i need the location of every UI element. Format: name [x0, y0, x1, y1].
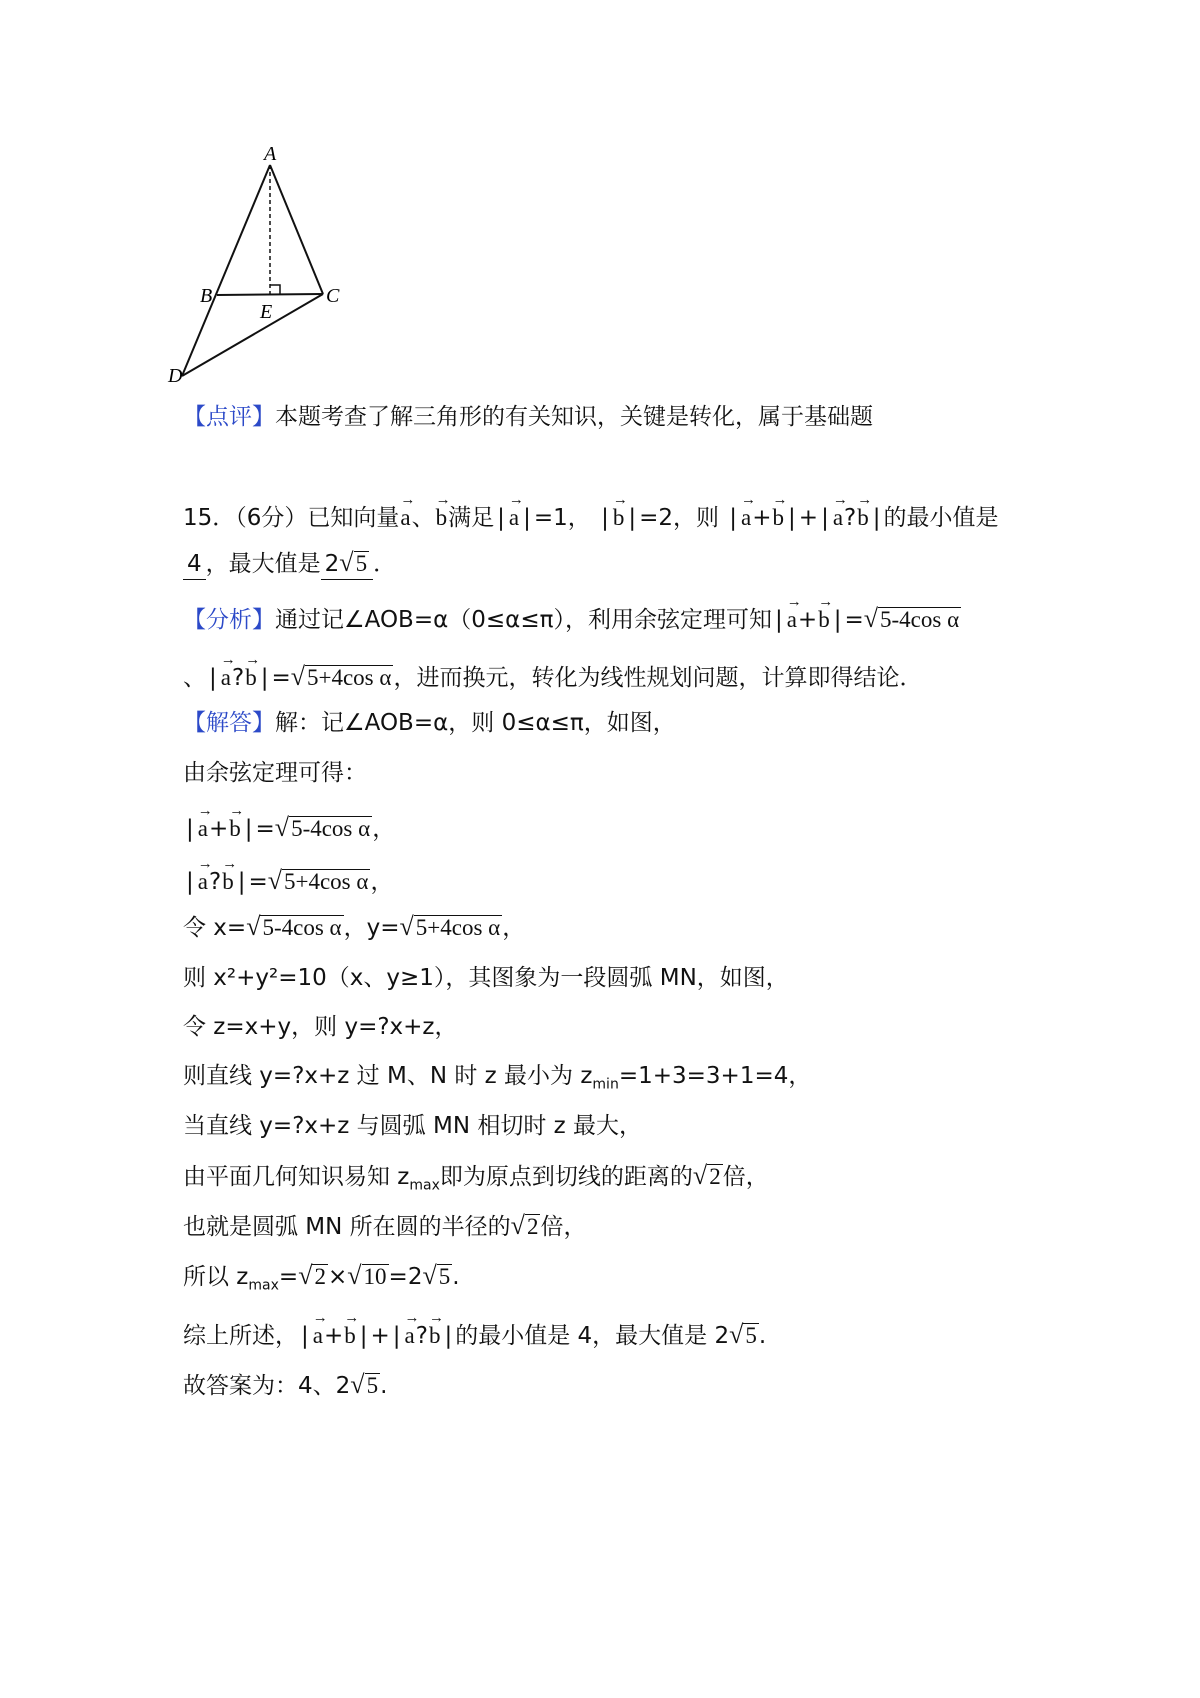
- vector-b: → b: [229, 808, 241, 844]
- vector-a: → a: [198, 861, 208, 897]
- label-c: C: [326, 285, 340, 307]
- min-text: 的最小值是: [883, 505, 999, 531]
- abs-bar: |: [186, 869, 194, 895]
- minus-glyph: ?: [231, 665, 245, 691]
- abs-bar: |: [872, 505, 881, 531]
- solution-text-2: 由余弦定理可得：: [183, 760, 367, 786]
- abs-bar: |: [601, 505, 609, 531]
- answer-max-radicand: 5: [355, 551, 368, 576]
- vector-b: → b: [344, 1315, 356, 1351]
- solution-text-11a: 也就是圆弧 MN 所在圆的半径的: [183, 1214, 511, 1240]
- let-y: ，y=: [343, 915, 400, 941]
- solution-line-4: [183, 861, 393, 897]
- equals: =: [278, 1264, 299, 1290]
- solution-text-10b: 即为原点到切线的距离的: [439, 1164, 693, 1190]
- radicand: 2: [709, 1164, 721, 1189]
- vector-a: → a: [741, 497, 751, 533]
- abs-bar: |: [392, 1323, 401, 1349]
- vector-a: → a: [313, 1315, 323, 1351]
- separator: 、: [183, 665, 206, 691]
- radicand: 5: [366, 1373, 379, 1398]
- solution-line-11: [183, 1211, 586, 1242]
- end-mark: .: [758, 1323, 767, 1349]
- coefficient: 2: [335, 1373, 351, 1399]
- vector-a: → a: [787, 599, 797, 635]
- plus-sign: +: [370, 1323, 390, 1349]
- vector-a: → a: [833, 497, 843, 533]
- analysis-text-1: 通过记∠AOB=α（0≤α≤π），利用余弦定理可知: [275, 607, 772, 633]
- radicand: 5: [438, 1264, 451, 1289]
- triangle-figure: [160, 140, 380, 400]
- radicand-5-plus: 5+4cos α: [307, 665, 392, 690]
- label-d: D: [168, 365, 183, 387]
- solution-text-6: 则 x²+y²=10（x、y≥1），其图象为一段圆弧 MN，如图，: [183, 965, 789, 991]
- mod-b-eq: =2，则: [639, 505, 719, 531]
- solution-text-14a: 故答案为：4、: [183, 1373, 336, 1399]
- solution-line-14: [183, 1370, 387, 1401]
- radical-sign: √: [298, 1261, 313, 1290]
- subscript-max: max: [409, 1177, 440, 1194]
- abs-bar: |: [301, 1323, 309, 1349]
- vector-b: → b: [773, 497, 785, 533]
- radical-sign: √: [399, 912, 414, 941]
- satisfy-text: 满足: [448, 505, 495, 531]
- solution-text-9: 当直线 y=?x+z 与圆弧 MN 相切时 z 最大，: [183, 1113, 643, 1139]
- radicand-5-plus: 5+4cos α: [415, 915, 501, 940]
- abs-bar: |: [237, 869, 246, 895]
- abs-bar: |: [628, 505, 637, 531]
- plus-sign: +: [752, 505, 772, 531]
- answer-max: [321, 548, 373, 580]
- abs-bar: |: [833, 607, 842, 633]
- solution-line-3: [183, 808, 395, 844]
- review-text: 本题考查了解三角形的有关知识，关键是转化，属于基础题: [275, 404, 873, 430]
- abs-bar: |: [444, 1323, 453, 1349]
- radical-sign: √: [729, 1320, 744, 1349]
- abs-bar: |: [774, 607, 783, 633]
- radicand-5-minus: 5-4cos α: [291, 816, 371, 841]
- vector-b: → b: [613, 497, 625, 533]
- vector-b: → b: [436, 497, 448, 533]
- minus-glyph: ?: [415, 1323, 428, 1349]
- radical-sign: √: [350, 1370, 365, 1399]
- solution-text-10a: 由平面几何知识易知 z: [183, 1164, 410, 1190]
- answer-max-coef: 2: [324, 551, 340, 577]
- minus-glyph: ?: [208, 869, 222, 895]
- end-mark: ．: [373, 551, 397, 577]
- abs-bar: |: [821, 505, 829, 531]
- plus-sign: +: [798, 505, 819, 531]
- solution-line-8: [183, 1061, 811, 1100]
- solution-line-6: [183, 963, 789, 993]
- radicand-5-minus: 5-4cos α: [262, 915, 342, 940]
- review-line: [183, 402, 873, 432]
- equals: =: [388, 1264, 408, 1290]
- vector-a: → a: [509, 497, 519, 533]
- minus-glyph: ?: [844, 505, 857, 531]
- abs-bar: |: [523, 505, 531, 531]
- review-tag: 【点评】: [183, 404, 275, 430]
- plus-sign: +: [208, 816, 229, 842]
- segment-ad: [182, 165, 273, 376]
- abs-bar: |: [260, 665, 269, 691]
- solution-text-8b: =1+3=3+1=4，: [618, 1063, 812, 1089]
- radical-sign: √: [510, 1211, 525, 1240]
- abs-bar: |: [209, 665, 217, 691]
- radical-sign: √: [246, 912, 261, 941]
- let-x: 令 x=: [183, 915, 247, 941]
- solution-tag: 【解答】: [183, 710, 275, 736]
- problem-number: 15．（6分）已知向量: [183, 505, 400, 531]
- vector-b: → b: [245, 657, 257, 693]
- solution-text-13a: 综上所述，: [183, 1323, 298, 1349]
- solution-text-8a: 则直线 y=?x+z 过 M、N 时 z 最小为 z: [183, 1063, 593, 1089]
- subscript-min: min: [592, 1076, 619, 1093]
- label-a: A: [264, 143, 277, 165]
- vector-b: → b: [429, 1315, 441, 1351]
- analysis-line-2: [183, 657, 922, 693]
- abs-bar: |: [186, 816, 194, 842]
- coefficient: 2: [714, 1323, 730, 1349]
- max-text: ，最大值是: [205, 551, 321, 577]
- solution-line-9: [183, 1111, 642, 1141]
- label-b: B: [200, 285, 213, 307]
- abs-bar: |: [729, 505, 738, 531]
- equals: =: [248, 869, 268, 895]
- radical-sign: √: [863, 604, 879, 633]
- vector-a: → a: [405, 1315, 415, 1351]
- solution-text-7: 令 z=x+y，则 y=?x+z，: [183, 1014, 458, 1040]
- radicand: 10: [363, 1264, 387, 1289]
- radical-sign: √: [274, 813, 290, 842]
- vector-b: → b: [818, 599, 830, 635]
- analysis-tag: 【分析】: [183, 607, 275, 633]
- equals: =: [255, 816, 275, 842]
- radical-sign: √: [347, 1261, 362, 1290]
- vector-b: → b: [222, 861, 234, 897]
- analysis-text-2: ，进而换元，转化为线性规划问题，计算即得结论．: [393, 665, 923, 691]
- coefficient: 2: [407, 1264, 423, 1290]
- comma: ，: [372, 816, 396, 842]
- vector-a: → a: [400, 497, 410, 533]
- equals: =: [844, 607, 864, 633]
- solution-text-11b: 倍，: [540, 1214, 587, 1240]
- equals: =: [271, 665, 291, 691]
- vector-a: → a: [221, 657, 231, 693]
- radicand: 5: [745, 1323, 757, 1348]
- solution-text-12a: 所以 z: [183, 1264, 249, 1290]
- radicand: 2: [526, 1214, 539, 1239]
- vector-b: → b: [857, 497, 869, 533]
- radical-sign: √: [290, 662, 305, 691]
- solution-line-7: [183, 1012, 458, 1042]
- problem-line-2: [183, 548, 396, 580]
- solution-text-10c: 倍，: [722, 1164, 769, 1190]
- plus-sign: +: [323, 1323, 344, 1349]
- solution-text-1: 解：记∠AOB=α，则 0≤α≤π，如图，: [275, 710, 676, 736]
- solution-line-12: [183, 1261, 460, 1301]
- end-mark: .: [380, 1373, 388, 1399]
- analysis-line-1: [183, 599, 961, 635]
- solution-line-13: [183, 1315, 766, 1351]
- solution-line-10: [183, 1161, 769, 1201]
- separator: 、: [411, 505, 435, 531]
- subscript-max: max: [248, 1277, 279, 1294]
- solution-line-2: [183, 758, 367, 788]
- times-sign: ×: [327, 1264, 348, 1290]
- abs-bar: |: [497, 505, 505, 531]
- radicand-5-plus: 5+4cos α: [284, 869, 369, 894]
- solution-line-5: [183, 912, 525, 943]
- label-e: E: [260, 301, 273, 323]
- solution-line-1: [183, 708, 676, 738]
- radicand-5-minus: 5-4cos α: [880, 607, 960, 632]
- comma: ，: [502, 915, 526, 941]
- radical-sign: √: [339, 548, 354, 577]
- radicand: 2: [314, 1264, 326, 1289]
- abs-bar: |: [359, 1323, 368, 1349]
- mod-a-eq: =1，: [533, 505, 591, 531]
- problem-line-1: [183, 497, 999, 533]
- radical-sign: √: [267, 866, 282, 895]
- abs-bar: |: [244, 816, 253, 842]
- radical-sign: √: [422, 1261, 437, 1290]
- segment-ac: [270, 165, 323, 294]
- answer-min: 4: [183, 549, 206, 580]
- solution-text-13b: 的最小值是 4，最大值是: [455, 1323, 715, 1349]
- end-mark: .: [452, 1264, 460, 1290]
- vector-a: → a: [198, 808, 208, 844]
- comma: ，: [370, 869, 394, 895]
- radical-sign: √: [692, 1161, 708, 1190]
- plus-sign: +: [797, 607, 818, 633]
- abs-bar: |: [788, 505, 796, 531]
